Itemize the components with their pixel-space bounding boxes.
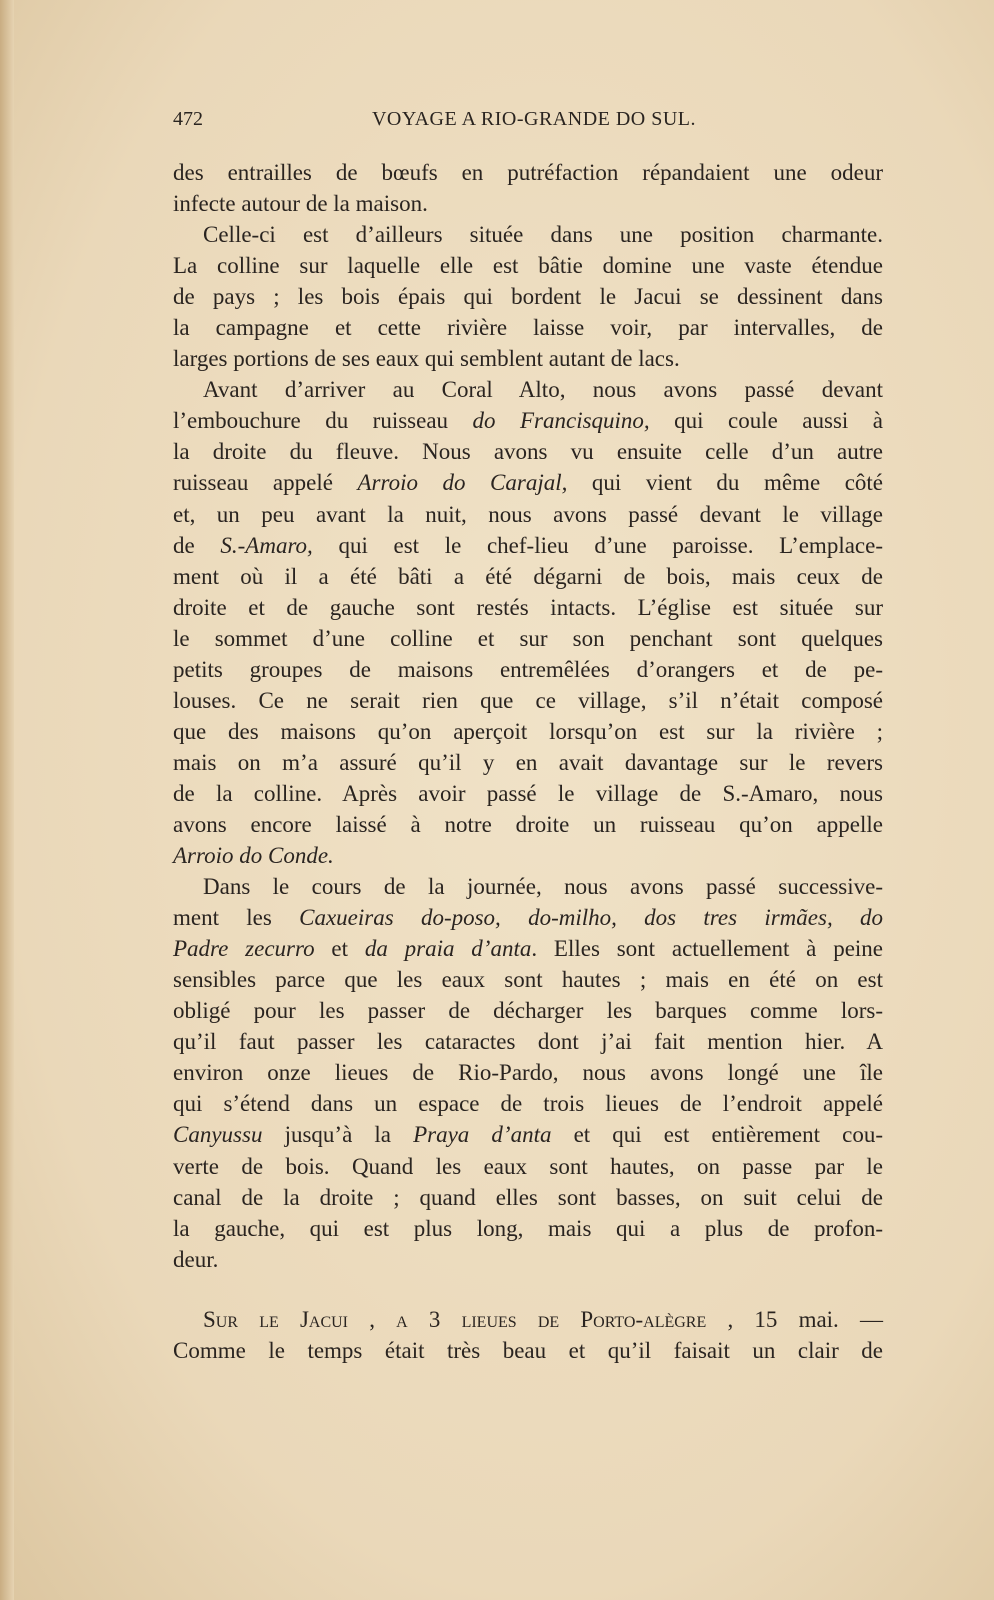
italic-text: Praya d’anta	[413, 1122, 552, 1148]
italic-text: do Francisquino,	[472, 408, 650, 434]
text-line	[173, 995, 883, 1026]
text-segment: . Elles sont actuellement à peine	[531, 936, 883, 962]
text-line	[173, 809, 883, 840]
text-line	[173, 188, 883, 219]
italic-text: da praia d’anta	[364, 936, 532, 962]
text-segment: obligé pour les passer de décharger les barques comme lors-	[173, 998, 883, 1024]
text-line	[173, 530, 883, 561]
text-line	[173, 1182, 883, 1213]
text-segment: la campagne et cette rivière laisse voir, par intervalles, de	[173, 315, 883, 341]
text-line	[173, 219, 883, 250]
text-line	[173, 1304, 883, 1335]
text-segment: petits groupes de maisons entremêlées d’orangers et de pe-	[173, 656, 883, 682]
text-segment: larges portions de ses eaux qui semblent autant de lacs.	[173, 346, 680, 372]
text-segment: verte de bois. Quand les eaux sont hautes, on passe par le	[173, 1153, 883, 1179]
text-segment: qui s’étend dans un espace de trois lieues de l’endroit appelé	[173, 1091, 883, 1117]
text-segment: de la colline. Après avoir passé le village de S.-Amaro, nous	[173, 780, 883, 806]
text-segment: deur.	[173, 1246, 219, 1272]
text-line	[173, 840, 883, 871]
running-header	[173, 108, 885, 138]
text-segment: infecte autour de la maison.	[173, 191, 428, 217]
italic-text: Padre zecurro	[173, 936, 315, 962]
text-line	[173, 902, 883, 933]
paragraph	[173, 219, 883, 374]
body-text	[173, 157, 883, 1366]
text-segment: l’embouchure du ruisseau	[173, 408, 473, 434]
text-line	[173, 685, 883, 716]
text-line	[173, 654, 883, 685]
text-line	[173, 1088, 883, 1119]
text-segment: le sommet d’une colline et sur son penchant sont quelques	[173, 625, 883, 651]
text-line	[173, 467, 883, 498]
text-segment: et	[314, 936, 365, 962]
text-line	[173, 1335, 883, 1366]
text-line	[173, 250, 883, 281]
text-line	[173, 592, 883, 623]
text-segment: avons encore laissé à notre droite un ruisseau qu’on appelle	[173, 811, 883, 837]
text-line	[173, 623, 883, 654]
text-segment: mais on m’a assuré qu’il y en avait davantage sur le revers	[173, 749, 883, 775]
text-segment: Celle-ci est d’ailleurs située dans une position charmante.	[203, 222, 883, 248]
italic-text: Arroio do Carajal,	[357, 470, 568, 496]
text-line	[173, 747, 883, 778]
text-segment: de	[173, 532, 221, 558]
text-segment: jusqu’à la	[262, 1122, 414, 1148]
italic-text: Caxueiras do-poso, do-milho, dos tres irmães, do	[299, 905, 883, 931]
text-segment: louses. Ce ne serait rien que ce village, s’il n’était composé	[173, 687, 883, 713]
text-segment: et qui est entièrement cou-	[551, 1122, 883, 1148]
text-segment: La colline sur laquelle elle est bâtie domine une vaste étendue	[173, 253, 883, 279]
text-line	[173, 1244, 883, 1275]
text-segment: environ onze lieues de Rio-Pardo, nous avons longé une île	[173, 1060, 883, 1086]
text-segment: canal de la droite ; quand elles sont basses, on suit celui de	[173, 1184, 883, 1210]
text-segment: que des maisons qu’on aperçoit lorsqu’on est sur la rivière ;	[173, 718, 883, 744]
text-line	[173, 312, 883, 343]
text-line	[173, 499, 883, 530]
text-line	[173, 778, 883, 809]
text-segment: de pays ; les bois épais qui bordent le Jacui se dessinent dans	[173, 284, 883, 310]
text-line	[173, 157, 883, 188]
text-line	[173, 561, 883, 592]
text-segment: , 15 mai. —	[706, 1306, 883, 1332]
text-segment: droite et de gauche sont restés intacts. L’église est située sur	[173, 594, 883, 620]
text-line	[173, 343, 883, 374]
text-segment: qui vient du même côté	[567, 470, 883, 496]
italic-text: Arroio do Conde.	[173, 843, 334, 869]
text-line	[173, 436, 883, 467]
text-line	[173, 1213, 883, 1244]
text-line	[173, 933, 883, 964]
text-line	[173, 964, 883, 995]
text-line	[173, 716, 883, 747]
italic-text: Canyussu	[173, 1122, 263, 1148]
text-segment: qu’il faut passer les cataractes dont j’ai fait mention hier. A	[173, 1029, 883, 1055]
text-line	[173, 1119, 883, 1150]
text-segment: ruisseau appelé	[173, 470, 358, 496]
text-segment: et, un peu avant la nuit, nous avons passé devant le village	[173, 501, 883, 527]
section-gap	[173, 1275, 883, 1304]
text-segment: ment où il a été bâti a été dégarni de bois, mais ceux de	[173, 563, 883, 589]
text-line	[173, 374, 883, 405]
text-segment: la droite du fleuve. Nous avons vu ensuite celle d’un autre	[173, 439, 883, 465]
text-line	[173, 281, 883, 312]
text-segment: la gauche, qui est plus long, mais qui a plus de profon-	[173, 1215, 883, 1241]
page-edge	[0, 0, 14, 1600]
text-line	[173, 1057, 883, 1088]
paragraph	[173, 1304, 883, 1366]
text-segment: des entrailles de bœufs en putréfaction répandaient une odeur	[173, 160, 883, 185]
running-title: VOYAGE A RIO-GRANDE DO SUL.	[371, 108, 697, 130]
text-segment: Avant d’arriver au Coral Alto, nous avons passé devant	[203, 377, 883, 403]
text-segment: sensibles parce que les eaux sont hautes ; mais en été on est	[173, 967, 883, 993]
text-line	[173, 1151, 883, 1182]
page-number: 472	[173, 108, 203, 130]
italic-text: S.-Amaro,	[220, 532, 313, 558]
text-segment: ment les	[173, 905, 300, 931]
text-line	[173, 1026, 883, 1057]
text-segment: qui est le chef-lieu d’une paroisse. L’emplace-	[312, 532, 883, 558]
text-segment: Comme le temps était très beau et qu’il faisait un clair de	[173, 1337, 883, 1363]
text-line	[173, 405, 883, 436]
text-line	[173, 871, 883, 902]
paragraph	[173, 374, 883, 871]
small-caps-heading: Sur le Jacui , a 3 lieues de Porto-alègre	[203, 1306, 707, 1332]
paragraph	[173, 157, 883, 219]
paragraph	[173, 871, 883, 1275]
text-segment: Dans le cours de la journée, nous avons passé successive-	[203, 874, 883, 900]
text-segment: qui coule aussi à	[649, 408, 883, 434]
